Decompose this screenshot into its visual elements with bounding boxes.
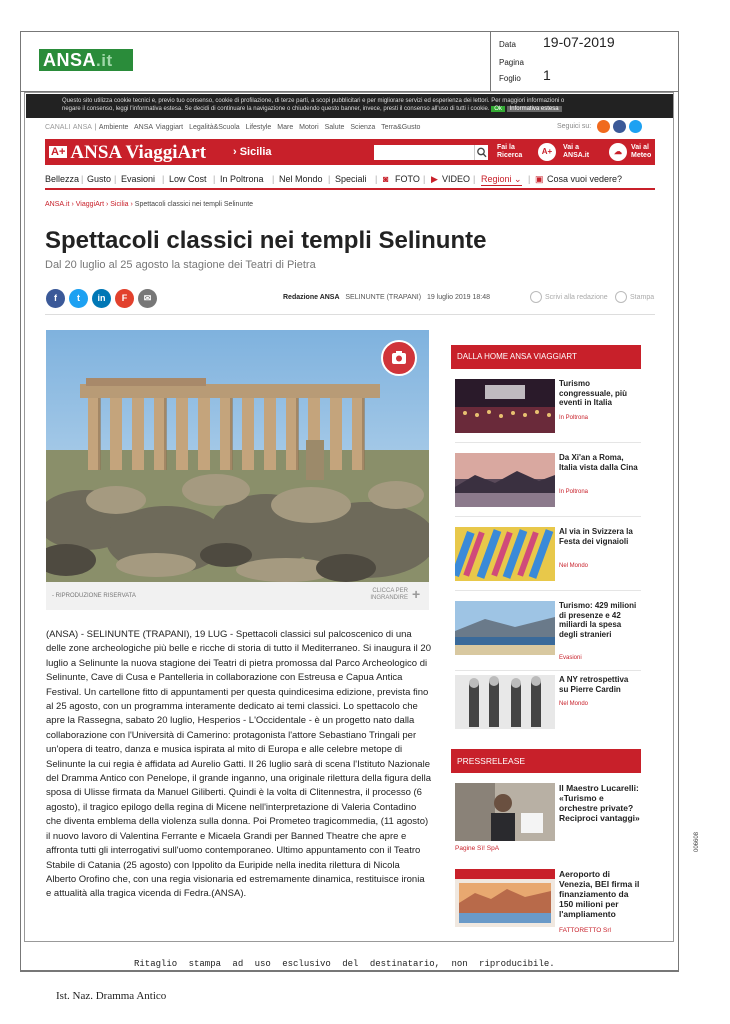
nav-evasioni[interactable]: Evasioni [121,174,156,184]
article-body: (ANSA) - SELINUNTE (TRAPANI), 19 LUG - Spettacoli classici sul palcoscenico di una delle zone archeologiche più belle e ricche di storia di tutto il Mediterraneo. Si inaugura il 20 luglio a Selinunte la nuova stagione dei Teatri di pietra promossa dal Parco Archeologico di Selinunte, Cave di Cusa e Pantelleria in collaborazione con Estreusa e Capua Antica Festival. Un cartellone fitto di appuntamenti per questa quindicesima edizione, prevista fino al 25 agosto, con un programma interamente dedicato ai temi classici. Lo spettacolo che apre la Rassegna, sabato 20 luglio, Hesperios - L'Occidentale - è un progetto nato dalla collaborazione con l'Università di Camerino: protagonista l'attore Sebastiano Tringali per un'opera di teatro, danza e musica ispirata al mito di Europa e alle celebre metope di Selinunte la cui regia è affidata ad Aurelio Gatti. Il 26 luglio sarà di scena l'Istituto Nazionale del Dramma Antico con Penelope, il grande inganno, una originale rilettura della figura della sposa di Ulisse firmata da Manuel Giliberti. Quindi è la volta di Clitennestra, il processo (6 agosto), il tragico epilogo della regina di Micene nell'interpretazione di Valeria Contadino che diventa emblema della violenza sulla donna. Poi Prometeo tragicommedia, (11 agosto) il nuovo lavoro di Valentina Ferrante e Micaela Grandi per Banned Theatre che apre e affronta tutti gli interrogativi sull'uomo contemporaneo. Ultimo appuntamento con il Teatro Stabile di Catania (25 agosto) con Ippolito da Euripide nella inedita rilettura di Nicola Alberto Orofino che, con una regia visionaria ed estremamente dinamica, restituisce ironia e attualità alla tragica vicenda di Fedra.(ANSA). [46,629,431,900]
sidebar-item[interactable] [455,453,641,517]
nav-inpoltrona[interactable]: In Poltrona [220,174,264,184]
share-facebook-icon[interactable]: f [46,289,65,308]
sidebar-item-tag[interactable]: Nel Mondo [559,563,589,569]
article-title: Spettacoli classici nei templi Selinunte [45,227,487,254]
press-thumb-lucarelli[interactable] [455,783,555,841]
facebook-icon[interactable] [613,120,626,133]
channels-label: CANALI ANSA [45,124,92,131]
ansa-logo: ANSA.it [39,49,133,71]
cookie-banner [26,94,674,118]
follow-label: Seguici su: [557,123,592,130]
channel-link[interactable]: ANSA Viaggiart [134,124,184,131]
viaggiart-logo[interactable]: A+ ANSA ViaggiArt [51,142,207,163]
sidebar-item-tag[interactable]: In Poltrona [559,489,589,495]
sidebar-thumb-china[interactable] [455,453,555,507]
search-icon[interactable] [474,145,488,160]
share-email-icon[interactable]: ✉ [138,289,157,308]
channel-link[interactable]: Lifestyle [245,124,272,131]
nav-foto[interactable]: FOTO [395,174,420,184]
nav-bellezza[interactable]: Bellezza [45,174,80,184]
region-label[interactable]: › Sicilia [233,146,272,158]
sidebar-press-heading: PRESSRELEASE [451,749,641,773]
channel-link[interactable]: Salute [324,124,345,131]
hero-temple-image[interactable] [46,330,429,582]
nav-cosa-vuoi-vedere[interactable]: Cosa vuoi vedere? [547,174,623,184]
breadcrumb: ANSA.it › ViaggiArt › Sicilia › Spettacoli classici nei templi Selinunte [45,201,254,208]
sidebar-item-title[interactable]: Al via in Svizzera la Festa dei vignaioli [559,527,633,546]
nav-video[interactable]: VIDEO [442,174,471,184]
cookie-text-2: negare il consenso, leggi l'informativa estesa. Se decidi di continuare la navigazione o chiudendo questo banner, invece, presti il consenso all'uso di tutti i cookie. [62,106,490,112]
location-icon: ▣ [535,174,544,184]
sidebar-item-title[interactable]: Turismo: 429 milioni di presenze e 42 miliardi la spesa degli stranieri [559,601,637,639]
goto-meteo-link[interactable]: Vai al Meteo [631,144,652,159]
clipping-source-name: Ist. Naz. Dramma Antico [56,990,167,1002]
article-byline [283,294,490,301]
press-item[interactable] [455,869,641,939]
article-subtitle: Dal 20 luglio al 25 agosto la stagione dei Teatri di Pietra [45,259,316,271]
crumb-current: Spettacoli classici nei templi Selinunte [134,201,254,208]
press-item-source[interactable]: FATTORETTO Srl [559,927,612,934]
plus-icon[interactable]: + [412,586,421,602]
gallery-camera-icon[interactable] [381,340,417,376]
label-foglio: Foglio [499,74,521,83]
sidebar-item[interactable] [455,675,641,735]
channel-link[interactable]: Scienza [350,124,376,131]
sidebar-item-title[interactable]: A NY retrospettiva su Pierre Cardin [559,675,629,694]
press-item-title[interactable]: Aeroporto di Venezia, BEI firma il finanziamento da 150 milioni per l'ampliamento [559,869,640,919]
value-foglio: 1 [543,67,551,83]
cookie-info-button[interactable]: Informativa estesa [507,106,562,112]
print-link[interactable]: Stampa [630,294,655,301]
nav-speciali[interactable]: Speciali [335,174,367,184]
clipping-side-code: 006608 [694,831,700,852]
share-flipboard-icon[interactable]: F [115,289,134,308]
web-page [24,92,674,942]
search-link[interactable]: Fai la Ricerca [497,144,523,159]
twitter-icon[interactable] [629,120,642,133]
print-icon[interactable] [615,291,627,303]
place: SELINUNTE (TRAPANI) [345,294,422,301]
weather-icon[interactable]: ☁ [609,143,627,161]
sidebar-item[interactable] [455,527,641,591]
channel-link[interactable]: Legalità&Scuola [189,124,240,131]
write-link[interactable]: Scrivi alla redazione [545,294,608,301]
sidebar-thumb-vignaioli[interactable] [455,527,555,581]
press-thumb-venezia[interactable] [455,869,555,927]
channels-nav: CANALI ANSA | Ambiente ANSA Viaggiart Legalità&Scuola Lifestyle Mare Motori Salute Scienza Terra&Gusto [45,124,421,131]
cookie-ok-button[interactable]: Ok [491,106,505,112]
crumb-viaggiart[interactable]: ViaggiArt [75,201,105,208]
share-linkedin-icon[interactable]: in [92,289,111,308]
crumb-sicilia[interactable]: Sicilia [110,201,129,208]
ansa-badge-icon[interactable]: A+ [538,143,556,161]
sidebar-thumb-cardin[interactable] [455,675,555,729]
play-icon[interactable]: ▶ [431,174,438,184]
press-item-title[interactable]: Il Maestro Lucarelli: «Turismo e orchestre private? Reciproci vantaggi» [559,783,640,823]
sidebar-item[interactable] [455,601,641,671]
label-data: Data [499,40,516,49]
clipping-footer-note: Ritaglio stampa ad uso esclusivo del destinatario, non riproducibile. [134,959,555,969]
camera-icon[interactable]: ◙ [383,174,389,184]
search-input[interactable] [374,145,474,160]
clipping-bottom-rule [20,971,679,972]
nav-nelmondo[interactable]: Nel Mondo [279,174,323,184]
sidebar-item-title[interactable]: Turismo congressuale, più eventi in Italia [559,379,628,407]
rss-icon[interactable] [597,120,610,133]
sidebar-item-tag[interactable]: Evasioni [559,655,582,661]
clipping-header [21,32,678,92]
sidebar-item-tag[interactable]: Nel Mondo [559,701,589,707]
sidebar-item-tag[interactable]: In Poltrona [559,415,589,421]
author: Redazione ANSA [283,294,340,301]
sidebar-home-heading: DALLA HOME ANSA VIAGGIART [451,345,641,369]
crumb-ansa[interactable]: ANSA.it [45,201,70,208]
channel-link[interactable]: Terra&Gusto [381,124,421,131]
share-twitter-icon[interactable]: t [69,289,88,308]
channel-link[interactable]: Mare [277,124,294,131]
sidebar-item-title[interactable]: Da Xi'an a Roma, Italia vista dalla Cina [559,453,638,472]
sidebar-thumb-tourism[interactable] [455,601,555,655]
nav-gusto[interactable]: Gusto [87,174,112,184]
image-caption-bar [46,582,429,610]
value-data: 19-07-2019 [543,34,615,50]
divider [45,314,655,315]
image-caption: - RIPRODUZIONE RISERVATA [52,593,136,599]
press-item[interactable] [455,783,641,855]
channel-link[interactable]: Ambiente [98,124,129,131]
nav-lowcost[interactable]: Low Cost [169,174,207,184]
enlarge-link[interactable]: CLICCA PER INGRANDIRE [370,588,408,601]
section-nav: Bellezza | Gusto | Evasioni | Low Cost | In Poltrona | Nel Mondo | Speciali | ◙ FOTO | ▶ VIDEO | Regioni ⌄ | ▣ Cosa vuoi vedere? [45,172,655,190]
nav-regioni[interactable]: Regioni ⌄ [481,174,522,184]
goto-ansa-link[interactable]: Vai a ANSA.it [563,144,590,159]
sidebar-thumb-congress[interactable] [455,379,555,433]
date: 19 luglio 2019 [426,294,471,301]
press-item-source[interactable]: Pagine Sì! SpA [455,845,500,852]
write-icon[interactable] [530,291,542,303]
label-pagina: Pagina [499,58,524,67]
clipping-meta [490,32,678,92]
brand-bar [45,139,655,165]
sidebar-item[interactable] [455,379,641,443]
channel-link[interactable]: Motori [299,124,319,131]
time: 18:48 [472,294,491,301]
cookie-text-1: Questo sito utilizza cookie tecnici e, previo tuo consenso, cookie di profilazione, di terze parti, a scopi pubblicitari e per migliorare servizi ed esperienza dei lettori. Per maggiori informazioni o [62,98,565,104]
